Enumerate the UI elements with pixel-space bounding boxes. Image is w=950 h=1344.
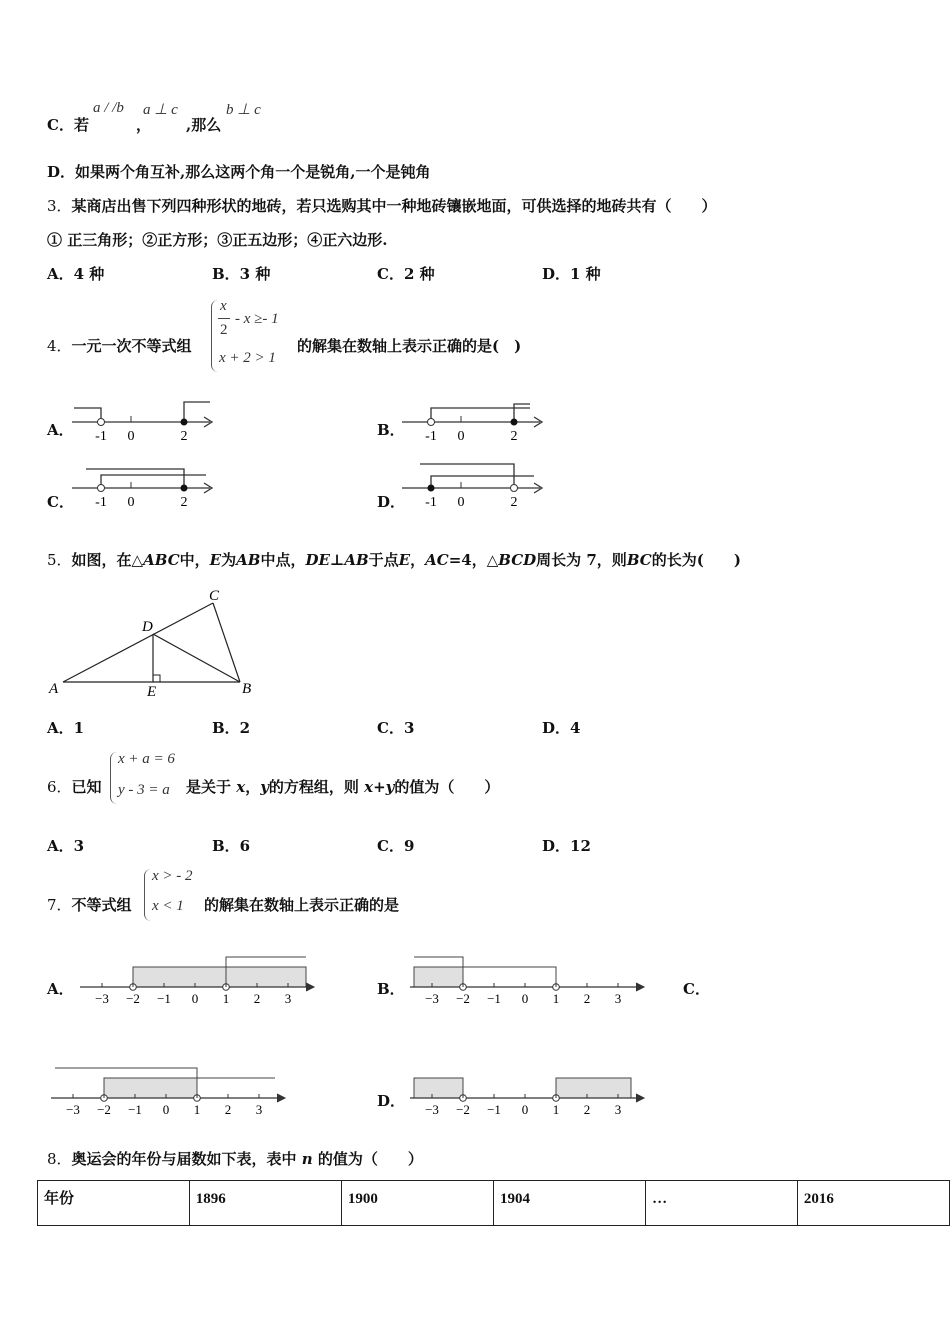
q7-tick-label: −3: [66, 1102, 80, 1117]
q3-option-d[interactable]: D．1 种: [542, 265, 601, 283]
q4b-tick-2: 2: [510, 429, 518, 444]
q5-triangle-figure: [45, 585, 265, 700]
q5-label-d: D: [142, 619, 153, 635]
q4d-tick-2: 2: [510, 495, 518, 510]
q7-option-d[interactable]: D．: [377, 1092, 406, 1110]
q4-option-d[interactable]: D．: [377, 493, 406, 511]
q5-option-a[interactable]: A．1: [47, 719, 85, 737]
q4-ineq1-den: 2: [220, 322, 228, 338]
q8-var-n: n: [301, 1150, 313, 1168]
q4-option-a[interactable]: A．: [47, 421, 74, 439]
q7-tick-label: −2: [97, 1102, 111, 1117]
q7-tick-label: 0: [191, 991, 199, 1006]
q7-tick-label: 3: [614, 1102, 622, 1117]
q7-numberline-b: [410, 955, 650, 1005]
q7-stem-post: 的解集在数轴上表示正确的是: [204, 896, 400, 914]
q3-option-b[interactable]: B．3 种: [212, 265, 271, 283]
q7-tick-label: 2: [224, 1102, 232, 1117]
q4-stem-pre: [47, 335, 192, 356]
q2-option-c: C．若: [47, 116, 89, 134]
q4-ineq2: x + 2 > 1: [219, 350, 276, 366]
q5-label-a: A: [49, 681, 59, 697]
q4a-tick-neg1: -1: [95, 429, 107, 444]
q7-option-b[interactable]: B．: [377, 980, 405, 998]
q7-option-c[interactable]: C．: [683, 980, 710, 998]
q4-text-pre: 一元一次不等式组: [71, 337, 192, 355]
q2-option-d: D．如果两个角互补,那么这两个角一个是锐角,一个是钝角: [47, 163, 431, 181]
q3-stem: [47, 195, 717, 216]
q7-tick-label: 1: [552, 1102, 560, 1117]
q7-tick-label: 2: [583, 1102, 591, 1117]
q7-tick-label: 1: [552, 991, 560, 1006]
q4-option-b[interactable]: B．: [377, 421, 405, 439]
q4c-tick-2: 2: [180, 495, 188, 510]
q8-stem: 8．奥运会的年份与届数如下表，表中 n 的值为（ ）: [47, 1150, 423, 1168]
q8-number: 8．: [47, 1150, 72, 1168]
q5-label-e: E: [147, 684, 157, 700]
q2-option-c-math-2: a ⊥ c: [143, 102, 178, 118]
q7-brace: [144, 869, 151, 921]
q4-fraction-bar: [218, 318, 230, 319]
q4d-tick-neg1: -1: [425, 495, 437, 510]
q7-tick-label: 2: [583, 991, 591, 1006]
q4-ineq1-num: x: [220, 298, 227, 314]
table-cell: 1900: [341, 1181, 493, 1226]
q6-number: 6．: [47, 778, 72, 796]
q7-tick-label: −3: [95, 991, 109, 1006]
table-row: [38, 1181, 950, 1226]
q7-tick-label: 1: [193, 1102, 201, 1117]
q7-tick-label: 3: [255, 1102, 263, 1117]
q7-tick-label: 0: [162, 1102, 170, 1117]
q6-option-d[interactable]: D．12: [542, 837, 591, 855]
q7-stem-pre: [47, 894, 132, 915]
q5-option-b[interactable]: B．2: [212, 719, 251, 737]
q6-stem-pre: [47, 776, 102, 797]
q3-option-c[interactable]: C．2 种: [377, 265, 435, 283]
q2-option-c-sep: ，: [136, 116, 152, 134]
q5-label-b: B: [242, 681, 252, 697]
q4-numberline-a: [70, 398, 220, 448]
q7-tick-label: −3: [425, 991, 439, 1006]
q2-option-c-math-1: a / /b: [93, 100, 124, 116]
q7-numberline-d: [410, 1066, 650, 1116]
q6-option-c[interactable]: C．9: [377, 837, 415, 855]
q6-stem-post: 是关于 x，y的方程组，则 x+y的值为（ ）: [186, 778, 500, 796]
q5-stem: 5．如图，在△ABC中，E为AB中点，DE⊥AB于点E，AC=4，△BCD周长为 7，则BC的长为( ): [47, 551, 741, 569]
q4-brace: [211, 300, 218, 372]
table-cell: 1904: [493, 1181, 645, 1226]
q3-text: 某商店出售下列四种形状的地砖，若只选购其中一种地砖镶嵌地面，可供选择的地砖共有（ ）: [71, 197, 717, 215]
q7-tick-label: −2: [456, 1102, 470, 1117]
q7-tick-label: 3: [614, 991, 622, 1006]
q4a-tick-0: 0: [127, 429, 135, 444]
q7-tick-label: −2: [456, 991, 470, 1006]
q6-text-pre: 已知: [71, 778, 102, 796]
q4c-tick-neg1: -1: [95, 495, 107, 510]
table-cell: …: [646, 1181, 798, 1226]
q3-shapes: ① 正三角形；②正方形；③正五边形；④正六边形.: [47, 231, 388, 249]
q6-brace: [110, 752, 117, 804]
q8-table: [37, 1180, 950, 1226]
q2-option-c-tail: ,那么: [186, 116, 222, 134]
q5-option-c[interactable]: C．3: [377, 719, 415, 737]
q7-tick-label: −1: [157, 991, 171, 1006]
q3-number: 3．: [47, 197, 72, 215]
q4-numberline-d: [400, 464, 550, 514]
q7-tick-label: −1: [128, 1102, 142, 1117]
q6-eq2: y - 3 = a: [118, 782, 170, 798]
q4-ineq1-rest: - x ≥- 1: [235, 311, 279, 327]
q7-option-a[interactable]: A．: [47, 980, 74, 998]
q7-tick-label: −2: [126, 991, 140, 1006]
q4-numberline-b: [400, 398, 550, 448]
table-cell-year-label: 年份: [38, 1181, 190, 1226]
q7-tick-label: 0: [521, 1102, 529, 1117]
q4-numberline-c: [70, 464, 220, 514]
q7-tick-label: 3: [284, 991, 292, 1006]
q6-option-a[interactable]: A．3: [47, 837, 85, 855]
q3-option-a[interactable]: A．4 种: [47, 265, 105, 283]
q7-text-pre: 不等式组: [71, 896, 132, 914]
q4-number: 4．: [47, 337, 72, 355]
table-cell: 2016: [797, 1181, 949, 1226]
q4d-tick-0: 0: [457, 495, 465, 510]
q7-numberline-a: [80, 955, 320, 1005]
table-cell: 1896: [189, 1181, 341, 1226]
q6-eq1: x + a = 6: [118, 751, 175, 767]
q7-tick-label: 2: [253, 991, 261, 1006]
q7-tick-label: 0: [521, 991, 529, 1006]
q5-option-d[interactable]: D．4: [542, 719, 581, 737]
q4b-tick-neg1: -1: [425, 429, 437, 444]
q4-option-c[interactable]: C．: [47, 493, 74, 511]
q7-tick-label: −3: [425, 1102, 439, 1117]
q7-ineq2: x < 1: [152, 898, 184, 914]
q7-tick-label: 1: [222, 991, 230, 1006]
q7-tick-label: −1: [487, 1102, 501, 1117]
q2-option-c-math-3: b ⊥ c: [226, 102, 261, 118]
q7-number: 7．: [47, 896, 72, 914]
q4c-tick-0: 0: [127, 495, 135, 510]
q6-option-b[interactable]: B．6: [212, 837, 251, 855]
q5-number: 5．: [47, 551, 72, 569]
q4b-tick-0: 0: [457, 429, 465, 444]
q7-tick-label: −1: [487, 991, 501, 1006]
q7-numberline-c: [51, 1066, 291, 1116]
q5-label-c: C: [209, 588, 220, 604]
q4-stem-post: 的解集在数轴上表示正确的是( ): [297, 337, 522, 355]
q7-ineq1: x > - 2: [152, 868, 193, 884]
q4a-tick-2: 2: [180, 429, 188, 444]
